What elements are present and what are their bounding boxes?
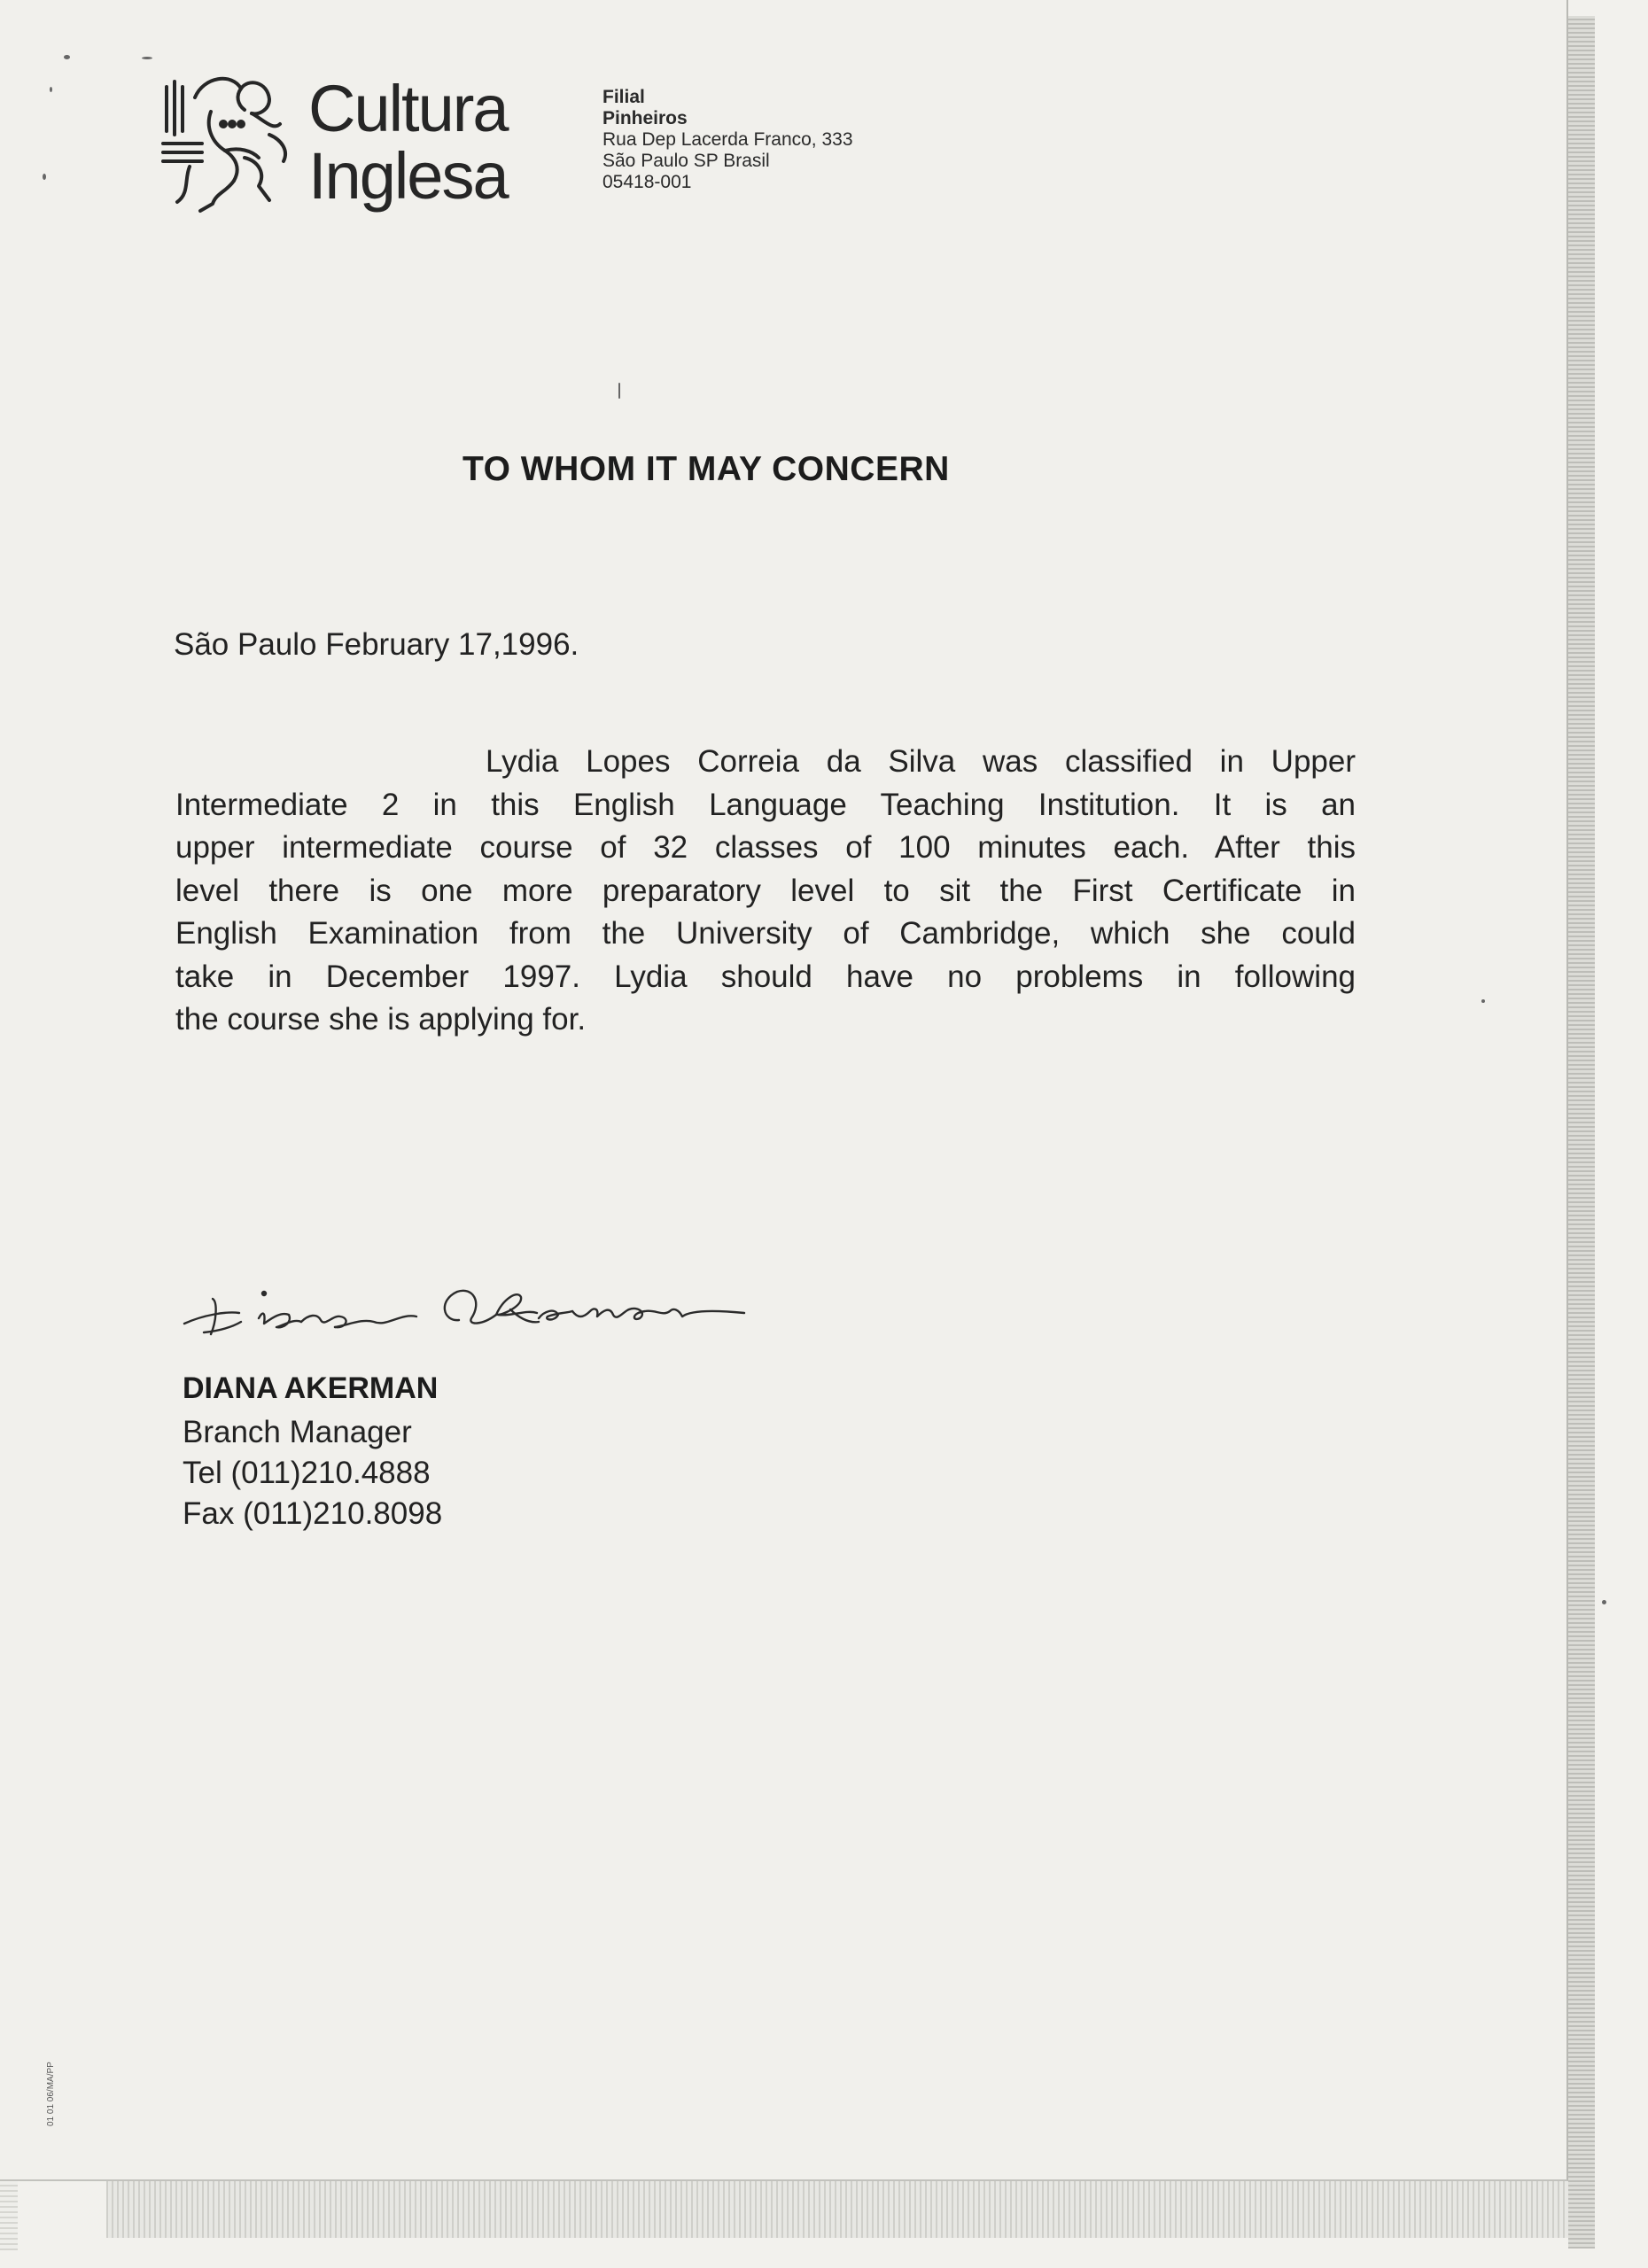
scan-speck: [1602, 1600, 1606, 1604]
body-line: level there is one more preparatory level to sit the First Certificate in: [175, 873, 1356, 908]
lion-rampant-icon: [159, 69, 301, 221]
body-line: Lydia Lopes Correia da Silva was classified in Upper: [486, 744, 1356, 779]
scan-bottom-edge: [106, 2181, 1568, 2238]
signatory-details: [183, 1412, 442, 1534]
signatory-tel: Tel (011)210.4888: [183, 1456, 431, 1490]
signatory-fax: Fax (011)210.8098: [183, 1496, 443, 1531]
address-street: Rua Dep Lacerda Franco, 333: [602, 129, 853, 150]
body-line: take in December 1997. Lydia should have no problems in following: [175, 959, 1356, 994]
logo-wordmark-cultura: Cultura: [308, 72, 508, 145]
address-zip: 05418-001: [602, 172, 692, 192]
letter-date: São Paulo February 17,1996.: [174, 627, 579, 662]
scan-speck: [1481, 999, 1485, 1003]
scan-right-edge: [1568, 16, 1595, 2249]
cultura-inglesa-logo: [159, 69, 532, 229]
handwritten-signature: [177, 1276, 780, 1355]
address-city: São Paulo SP Brasil: [602, 151, 770, 171]
letter-title: TO WHOM IT MAY CONCERN: [463, 450, 950, 488]
scan-speck: [142, 57, 152, 59]
branch-label: Filial: [602, 87, 645, 107]
logo-wordmark-inglesa: Inglesa: [308, 139, 508, 213]
body-line: upper intermediate course of 32 classes of 100 minutes each. After this: [175, 830, 1356, 865]
signatory-name: DIANA AKERMAN: [183, 1371, 439, 1405]
scan-speck: [618, 383, 620, 399]
body-line: English Examination from the University of Cambridge, which she could: [175, 916, 1356, 951]
scan-speck: [50, 87, 52, 92]
signatory-role: Branch Manager: [183, 1415, 412, 1449]
margin-print-code: 01 01 06/MA/PP: [46, 2062, 56, 2126]
branch-name: Pinheiros: [602, 108, 688, 128]
branch-address-block: [602, 87, 853, 193]
scan-speck: [64, 55, 70, 59]
letter-body: [175, 741, 1356, 1042]
body-line: Intermediate 2 in this English Language Teaching Institution. It is an: [175, 787, 1356, 822]
body-line: the course she is applying for.: [175, 1002, 587, 1037]
scan-speck: [43, 174, 46, 180]
